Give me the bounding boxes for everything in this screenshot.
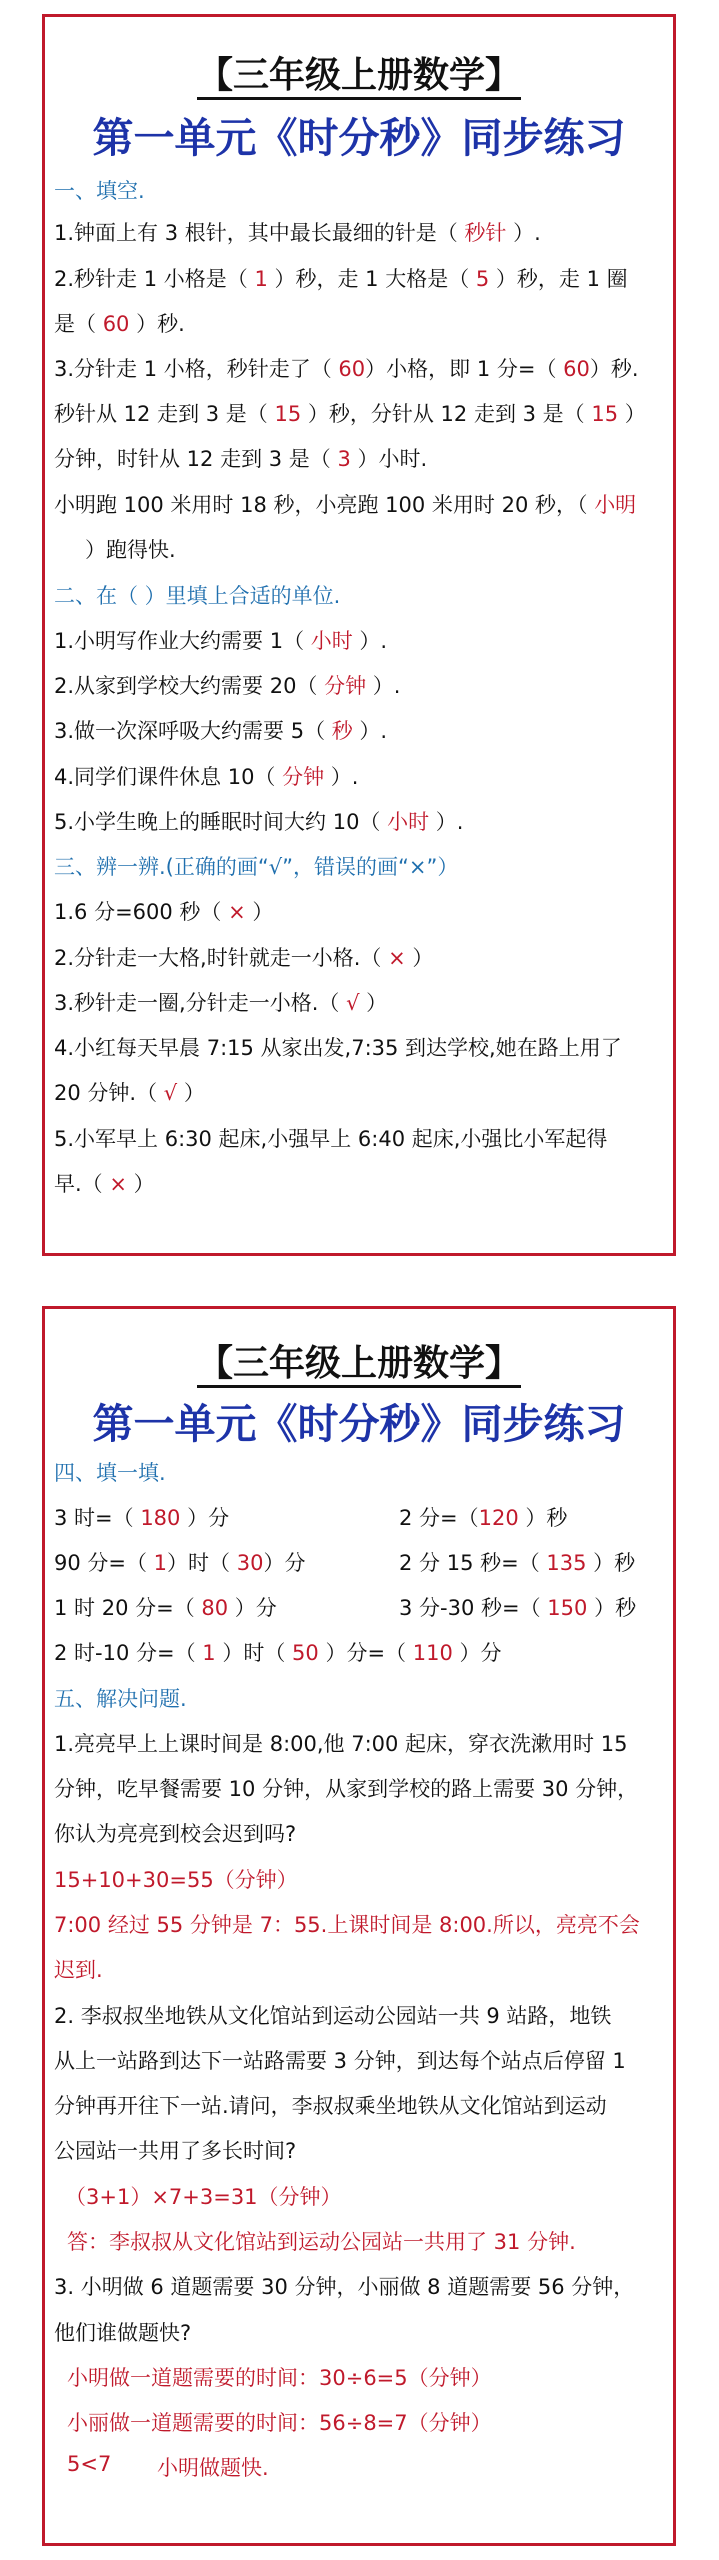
problem-2-solution-2: 答：李叔叔从文化馆站到运动公园站一共用了 31 分钟. [67,2230,576,2254]
answer: 80 [201,1596,229,1620]
problem-2-line-1: 2. 李叔叔坐地铁从文化馆站到运动公园站一共 9 站路，地铁 [54,2004,612,2028]
question-3-4b: 20 分钟.（ √ ） [54,1081,205,1105]
answer: √ [163,1081,178,1105]
answer: 180 [140,1506,181,1530]
question-1-2b: 是（ 60 ）秒. [54,312,185,336]
problem-1-line-1: 1.亮亮早上上课时间是 8:00,他 7:00 起床，穿衣洗漱用时 15 [54,1732,628,1756]
problem-1-line-2: 分钟，吃早餐需要 10 分钟，从家到学校的路上需要 30 分钟， [54,1777,639,1801]
answer: 5 [475,267,490,291]
fill-item-7: 2 时-10 分=（ 1 ）时（ 50 ）分=（ 110 ）分 [54,1641,502,1665]
fill-item-6: 3 分-30 秒=（ 150 ）秒 [399,1596,637,1620]
answer: 秒 [331,719,353,743]
fill-item-2: 2 分=（120 ）秒 [399,1506,568,1530]
section-fill-in-heading: 四、填一填. [54,1461,166,1485]
answer: 15 [591,402,619,426]
problem-3-solution-3a: 5<7 [67,2452,112,2476]
problem-1-solution-1: 15+10+30=55（分钟） [54,1868,298,1892]
answer: 150 [547,1596,588,1620]
problem-2-line-3: 分钟再开往下一站.请问，李叔叔乘坐地铁从文化馆站到运动 [54,2094,607,2118]
answer: × [388,946,406,970]
answer: 1 [202,1641,216,1665]
question-2-3: 3.做一次深呼吸大约需要 5（ 秒 ）. [54,719,388,743]
question-1-3a: 3.分针走 1 小格，秒针走了（ 60）小格，即 1 分=（ 60）秒. [54,357,639,381]
question-3-1: 1.6 分=600 秒（ × ） [54,900,274,924]
problem-2-line-4: 公园站一共用了多长时间? [54,2139,297,2163]
question-3-2: 2.分针走一大格,时针就走一小格.（ × ） [54,946,434,970]
question-1-2a: 2.秒针走 1 小格是（ 1 ）秒，走 1 大格是（ 5 ）秒，走 1 圈 [54,267,628,291]
problem-3-line-1: 3. 小明做 6 道题需要 30 分钟，小丽做 8 道题需要 56 分钟， [54,2275,635,2299]
problem-3-solution-2: 小丽做一道题需要的时间：56÷8=7（分钟） [67,2411,492,2435]
question-1-3c: 分钟，时针从 12 走到 3 是（ 3 ）小时. [54,447,428,471]
card1-subtitle: 第一单元《时分秒》同步练习 [92,114,626,162]
question-1-4a: 小明跑 100 米用时 18 秒，小亮跑 100 米用时 20 秒，（ 小明 [54,493,637,517]
worksheet-card-1 [42,14,676,1256]
problem-3-solution-1: 小明做一道题需要的时间：30÷6=5（分钟） [67,2366,492,2390]
section-fill-blank-heading: 一、填空. [54,179,145,203]
answer: 15 [274,402,302,426]
answer: 135 [546,1551,587,1575]
card1-title: 【三年级上册数学】 [45,47,673,98]
question-2-5: 5.小学生晚上的睡眠时间大约 10（ 小时 ）. [54,810,464,834]
answer: 分钟 [324,674,367,698]
problem-1-solution-3: 迟到. [54,1958,103,1982]
question-1-4b: ）跑得快. [85,538,176,562]
question-2-4: 4.同学们课件休息 10（ 分钟 ）. [54,765,359,789]
section-problems-heading: 五、解决问题. [54,1687,187,1711]
fill-item-1: 3 时=（ 180 ）分 [54,1506,230,1530]
answer: 1 [254,267,268,291]
question-1-1: 1.钟面上有 3 根针，其中最长最细的针是（ 秒针 ）. [54,221,541,245]
answer: 30 [236,1551,264,1575]
answer: 分钟 [282,765,325,789]
answer: 60 [338,357,366,381]
question-1-3b: 秒针从 12 走到 3 是（ 15 ）秒，分针从 12 走到 3 是（ 15 ） [54,402,646,426]
answer: √ [346,991,360,1015]
card2-subtitle: 第一单元《时分秒》同步练习 [92,1400,626,1448]
fill-item-4: 2 分 15 秒=（ 135 ）秒 [399,1551,636,1575]
answer: 110 [412,1641,453,1665]
answer: 60 [563,357,590,381]
question-3-5a: 5.小军早上 6:30 起床,小强早上 6:40 起床,小强比小军起得 [54,1127,608,1151]
answer: × [228,900,246,924]
answer: 3 [337,447,351,471]
question-2-2: 2.从家到学校大约需要 20（ 分钟 ）. [54,674,401,698]
fill-item-3: 90 分=（ 1）时（ 30）分 [54,1551,306,1575]
answer: 50 [292,1641,319,1665]
section-units-heading: 二、在（ ）里填上合适的单位. [54,584,341,608]
problem-1-solution-2: 7:00 经过 55 分钟是 7：55.上课时间是 8:00.所以，亮亮不会 [54,1913,640,1937]
problem-3-solution-3b: 小明做题快. [157,2456,269,2480]
problem-2-solution-1: （3+1）×7+3=31（分钟） [65,2185,342,2209]
fill-item-5: 1 时 20 分=（ 80 ）分 [54,1596,277,1620]
question-3-3: 3.秒针走一圈,分针走一小格.（ √ ） [54,991,388,1015]
problem-1-line-3: 你认为亮亮到校会迟到吗? [54,1822,297,1846]
answer: 小时 [387,810,430,834]
problem-3-line-2: 他们谁做题快? [54,2321,192,2345]
answer: 1 [153,1551,168,1575]
answer: 120 [478,1506,519,1530]
answer: × [109,1172,127,1196]
problem-2-line-2: 从上一站路到达下一站路需要 3 分钟，到达每个站点后停留 1 [54,2049,626,2073]
question-2-1: 1.小明写作业大约需要 1（ 小时 ）. [54,629,388,653]
answer: 小时 [310,629,353,653]
section-judge-heading: 三、辨一辨.(正确的画“√”，错误的画“×”） [54,855,459,879]
card2-title: 【三年级上册数学】 [45,1335,673,1386]
answer: 小明 [594,493,637,517]
worksheet-card-2 [42,1306,676,2546]
answer: 60 [102,312,130,336]
answer: 秒针 [464,221,507,245]
question-3-5b: 早.（ × ） [54,1172,155,1196]
question-3-4a: 4.小红每天早晨 7:15 从家出发,7:35 到达学校,她在路上用了 [54,1036,622,1060]
